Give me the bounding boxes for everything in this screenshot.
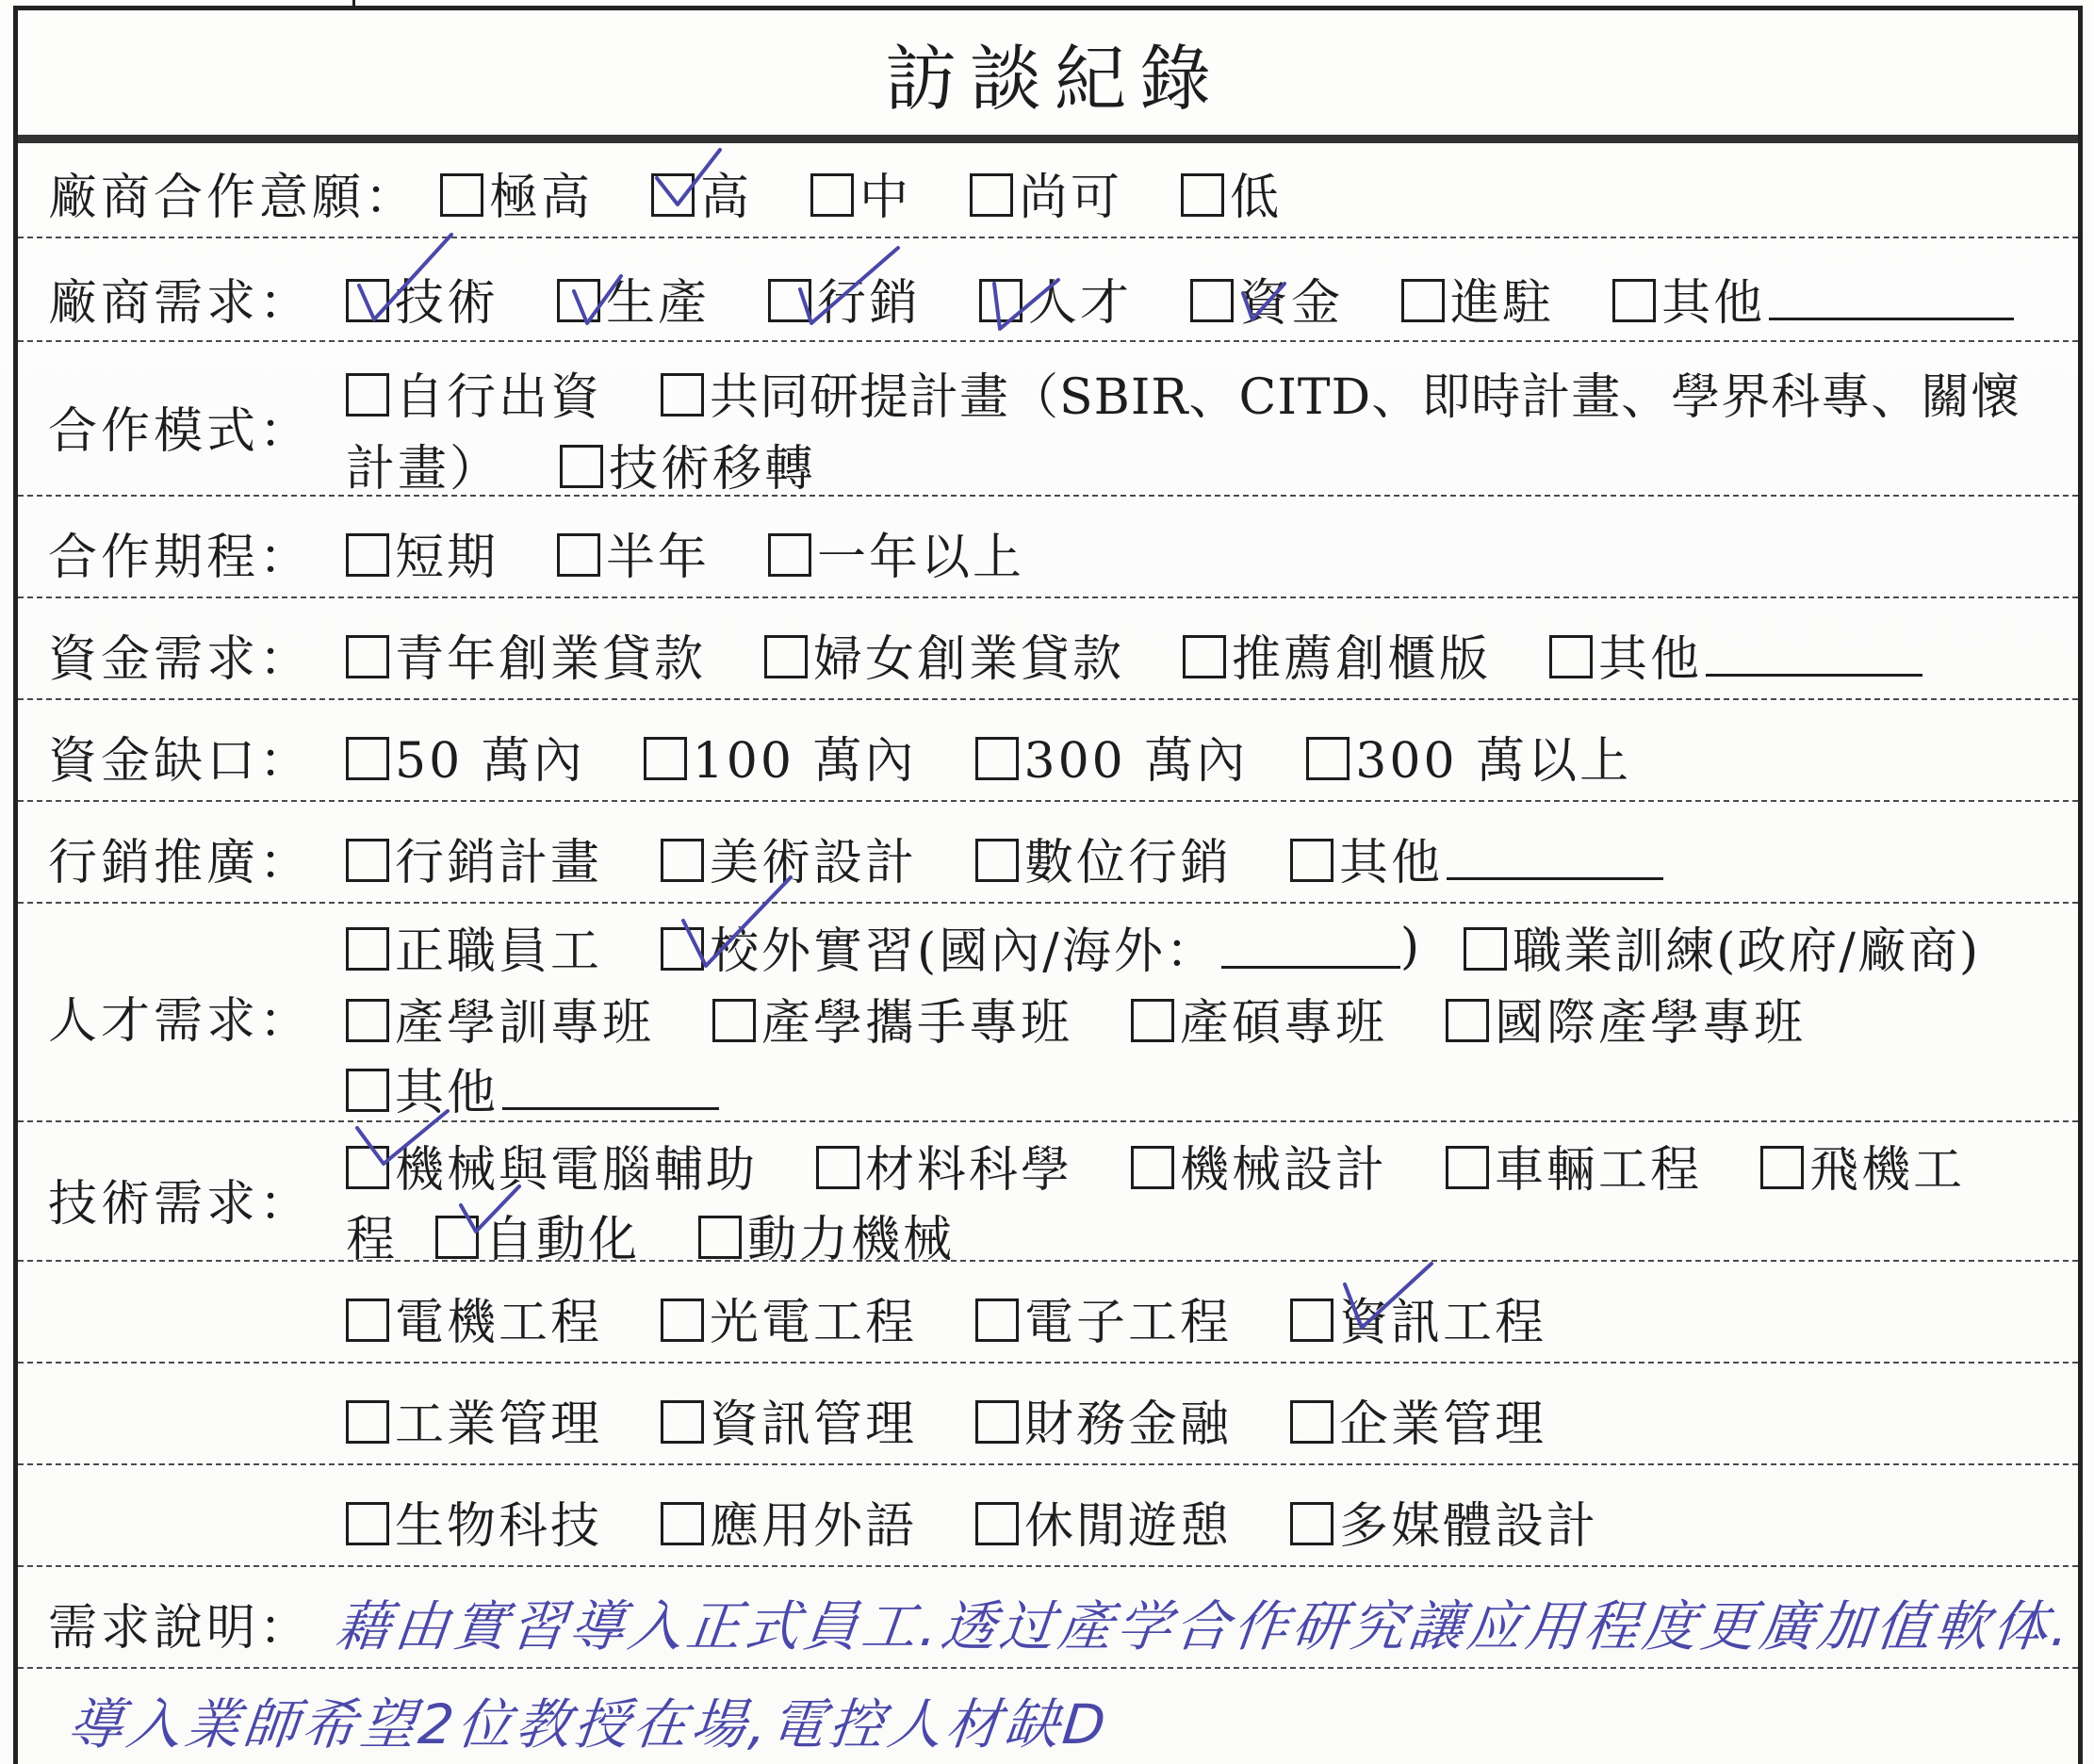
check-mark-computer-engineering	[1345, 1264, 1431, 1328]
option-automation[interactable]: 自動化	[435, 1200, 640, 1270]
option-youth-loan[interactable]: 青年創業貸款	[346, 619, 706, 690]
option-short-term[interactable]: 短期	[346, 517, 499, 588]
option-half-year[interactable]: 半年	[557, 517, 710, 588]
tech-label: 技術需求：	[48, 1176, 313, 1233]
option-finance[interactable]: 財務金融	[975, 1384, 1232, 1455]
option-power-machinery[interactable]: 動力機械	[698, 1200, 955, 1270]
pen-check-marks	[18, 10, 2078, 1764]
option-under-100[interactable]: 100 萬內	[644, 721, 917, 792]
marketing-label: 行銷推廣：	[48, 835, 313, 891]
option-marketing-other[interactable]: 其他	[1290, 823, 1663, 893]
option-high[interactable]: 高	[651, 157, 752, 228]
option-low[interactable]: 低	[1181, 157, 1282, 228]
option-full-time[interactable]: 正職員工	[346, 911, 602, 982]
check-mark-marketing	[800, 248, 898, 323]
option-aircraft-engineering[interactable]: 飛機工	[1760, 1130, 1965, 1200]
option-production[interactable]: 生產	[557, 263, 710, 334]
option-industry-training-class[interactable]: 產學訓專班	[346, 983, 654, 1054]
option-very-high[interactable]: 極高	[440, 157, 593, 228]
option-applied-foreign-languages[interactable]: 應用外語	[661, 1486, 917, 1557]
option-women-loan[interactable]: 婦女創業貸款	[764, 619, 1124, 690]
option-optoelectronics[interactable]: 光電工程	[661, 1282, 917, 1353]
option-aircraft-engineering-cont: 程	[346, 1212, 399, 1268]
description-handwriting-line1[interactable]: 藉由實習導入正式員工.透过產学合作研究讓应用程度更廣加值軟体.	[332, 1594, 2076, 1658]
fund-label: 資金需求：	[48, 631, 313, 688]
option-industrial-management[interactable]: 工業管理	[346, 1384, 602, 1455]
option-biotechnology[interactable]: 生物科技	[346, 1486, 602, 1557]
option-electrical-engineering[interactable]: 電機工程	[346, 1282, 602, 1353]
option-under-50[interactable]: 50 萬內	[346, 721, 585, 792]
option-master-class[interactable]: 產碩專班	[1131, 983, 1387, 1054]
option-mechanical-computer-aided[interactable]: 機械與電腦輔助	[346, 1130, 758, 1200]
description-label: 需求說明：	[48, 1600, 313, 1657]
option-international-class[interactable]: 國際產學專班	[1446, 983, 1806, 1054]
option-funding[interactable]: 資金	[1190, 263, 1343, 334]
option-joint-proposal-cont: 計畫）	[346, 441, 502, 498]
period-label: 合作期程：	[48, 530, 313, 586]
form-sheet	[13, 6, 2083, 1764]
description-handwriting-line2[interactable]: 導入業師希望2位教授在場,電控人材缺D	[64, 1692, 1113, 1756]
option-fair[interactable]: 尚可	[970, 157, 1122, 228]
option-internship[interactable]: 校外實習(國內/海外： )	[661, 911, 1422, 982]
check-mark-mechanical	[357, 1111, 448, 1164]
option-recommend-gisa[interactable]: 推薦創櫃版	[1183, 619, 1491, 690]
option-talent[interactable]: 人才	[979, 263, 1132, 334]
option-settle-in[interactable]: 進駐	[1401, 263, 1554, 334]
option-medium[interactable]: 中	[810, 157, 911, 228]
check-mark-funding	[1243, 284, 1284, 319]
willingness-label: 廠商合作意願：	[48, 170, 418, 226]
option-marketing-plan[interactable]: 行銷計畫	[346, 823, 602, 893]
page-title: 訪談紀錄	[885, 36, 1224, 121]
option-technology[interactable]: 技術	[346, 263, 499, 334]
check-mark-production	[574, 276, 621, 323]
option-other[interactable]: 其他	[1612, 263, 2014, 334]
option-talent-other[interactable]: 其他	[346, 1053, 719, 1123]
option-multimedia-design[interactable]: 多媒體設計	[1290, 1486, 1598, 1557]
option-electronics[interactable]: 電子工程	[975, 1282, 1232, 1353]
option-vocational-training[interactable]: 職業訓練(政府/廠商)	[1464, 911, 1980, 982]
option-marketing[interactable]: 行銷	[768, 263, 921, 334]
check-mark-high	[657, 150, 720, 204]
needs-label: 廠商需求：	[48, 275, 313, 332]
option-business-management[interactable]: 企業管理	[1290, 1384, 1546, 1455]
option-tech-transfer[interactable]: 技術移轉	[560, 429, 816, 499]
option-self-funded[interactable]: 自行出資	[346, 357, 602, 428]
option-over-one-year[interactable]: 一年以上	[768, 517, 1024, 588]
talent-label: 人才需求：	[48, 993, 313, 1050]
option-computer-engineering[interactable]: 資訊工程	[1290, 1282, 1546, 1353]
option-hand-in-hand-class[interactable]: 產學攜手專班	[712, 983, 1072, 1054]
mode-label: 合作模式：	[48, 403, 313, 460]
check-mark-talent	[994, 280, 1058, 329]
option-mechanical-design[interactable]: 機械設計	[1131, 1130, 1387, 1200]
option-over-300[interactable]: 300 萬以上	[1306, 721, 1631, 792]
option-materials-science[interactable]: 材料科學	[816, 1130, 1072, 1200]
check-mark-automation	[461, 1186, 519, 1232]
option-vehicle-engineering[interactable]: 車輛工程	[1446, 1130, 1702, 1200]
option-digital-marketing[interactable]: 數位行銷	[975, 823, 1232, 893]
option-joint-proposal[interactable]: 共同研提計畫（SBIR、CITD、即時計畫、學界科專、關懷	[661, 357, 2020, 428]
option-fund-other[interactable]: 其他	[1549, 619, 1922, 690]
option-under-300[interactable]: 300 萬內	[975, 721, 1249, 792]
check-mark-technology	[359, 235, 451, 319]
check-mark-internship	[683, 877, 791, 966]
option-leisure-recreation[interactable]: 休閒遊憩	[975, 1486, 1232, 1557]
option-information-management[interactable]: 資訊管理	[661, 1384, 917, 1455]
gap-label: 資金缺口：	[48, 733, 313, 790]
option-art-design[interactable]: 美術設計	[661, 823, 917, 893]
